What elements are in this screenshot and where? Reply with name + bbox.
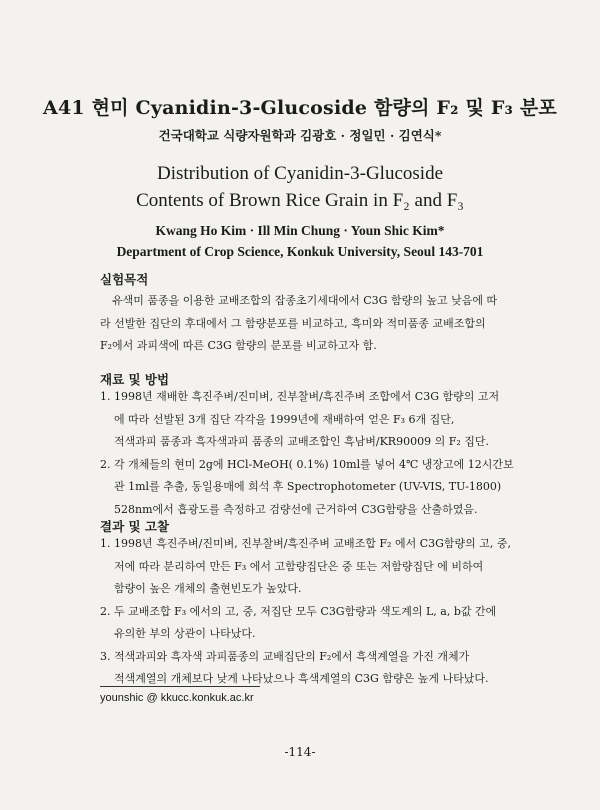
results-item xyxy=(100,601,540,646)
english-title xyxy=(0,160,600,214)
footnote-divider xyxy=(100,686,260,687)
section-heading-results: 결과 및 고찰 xyxy=(100,519,170,534)
results-line: 저에 따라 분리하여 만든 F₃ 에서 고함량집단은 중 또는 저함량집단 에 비하여 xyxy=(114,559,484,573)
english-title-line-1: Distribution of Cyanidin-3-Glucoside xyxy=(156,163,444,184)
results-line: 두 교배조합 F₃ 에서의 고, 중, 저집단 모두 C3G함량과 색도계의 L, a, b값 간에 xyxy=(114,604,497,618)
purpose-line: 라 선발한 집단의 후대에서 그 함량분포를 비교하고, 흑미와 적미품종 교배조합의 xyxy=(100,316,486,330)
page-number: -114- xyxy=(284,745,316,759)
purpose-line: F₂에서 과피색에 따른 C3G 함량의 분포를 비교하고자 함. xyxy=(100,339,377,352)
results-line: 1998년 흑진주벼/진미벼, 진부찰벼/흑진주벼 교배조합 F₂ 에서 C3G함량의 고, 중, xyxy=(114,537,512,550)
footnote-email: younshic @ kkucc.konkuk.ac.kr xyxy=(100,692,254,704)
methods-line: 각 개체들의 현미 2g에 HCl-MeOH( 0.1%) 10ml를 넣어 4℃ 냉장고에 12시간보 xyxy=(114,457,514,471)
methods-item-number: 2. xyxy=(100,457,111,471)
korean-title: A41 현미 Cyanidin-3-Glucoside 함량의 F₂ 및 F₃ 분포 xyxy=(43,97,557,119)
results-line: 적색계열의 개체보다 낮게 나타났으나 흑색계열의 C3G 함량은 높게 나타났다. xyxy=(114,672,489,685)
methods-line: 적색과피 품종과 흑자색과피 품종의 교배조합인 흑남벼/KR90009 의 F₂ 집단. xyxy=(114,435,489,448)
results-item xyxy=(100,533,540,601)
section-heading-methods: 재료 및 방법 xyxy=(100,372,170,387)
results-item-number: 3. xyxy=(100,649,111,663)
results-line: 함량이 높은 개체의 출현빈도가 높았다. xyxy=(114,582,302,595)
methods-line: 528nm에서 흡광도를 측정하고 검량선에 근거하여 C3G함량을 산출하였음. xyxy=(114,502,478,516)
english-author-block xyxy=(0,220,600,262)
section-heading-purpose: 실험목적 xyxy=(100,272,149,287)
results-line: 적색과피와 흑자색 과피품종의 교배집단의 F₂에서 흑색계열을 가진 개체가 xyxy=(114,649,470,663)
methods-line: 1998년 재배한 흑진주벼/진미벼, 진부찰벼/흑진주벼 조합에서 C3G 함량의 고저 xyxy=(114,390,500,403)
methods-list xyxy=(100,386,540,521)
results-item-number: 1. xyxy=(100,537,111,550)
english-affiliation: Department of Crop Science, Konkuk University, Seoul 143-701 xyxy=(116,244,484,259)
methods-item xyxy=(100,454,540,522)
results-item xyxy=(100,646,540,691)
results-line: 유의한 부의 상관이 나타났다. xyxy=(114,627,256,640)
methods-line: 에 따라 선발된 3개 집단 각각을 1999년에 재배하여 얻은 F₃ 6개 집단, xyxy=(114,412,455,426)
methods-item-number: 1. xyxy=(100,390,111,403)
purpose-paragraph xyxy=(100,290,536,358)
results-item-number: 2. xyxy=(100,604,111,618)
english-authors: Kwang Ho Kim · Ill Min Chung · Youn Shic Kim* xyxy=(155,223,445,238)
korean-authors: 건국대학교 식량자원학과 김광호 · 정일민 · 김연식* xyxy=(158,128,442,143)
methods-line: 관 1ml를 추출, 동일용매에 희석 후 Spectrophotometer (UV-VIS, TU-1800) xyxy=(114,480,502,493)
methods-item xyxy=(100,386,540,454)
purpose-line: 유색미 품종을 이용한 교배조합의 잡종초기세대에서 C3G 함량의 높고 낮음에 따 xyxy=(112,294,498,307)
results-list xyxy=(100,533,540,691)
english-title-line-2: Contents of Brown Rice Grain in F₂ and F₃ xyxy=(136,190,464,211)
